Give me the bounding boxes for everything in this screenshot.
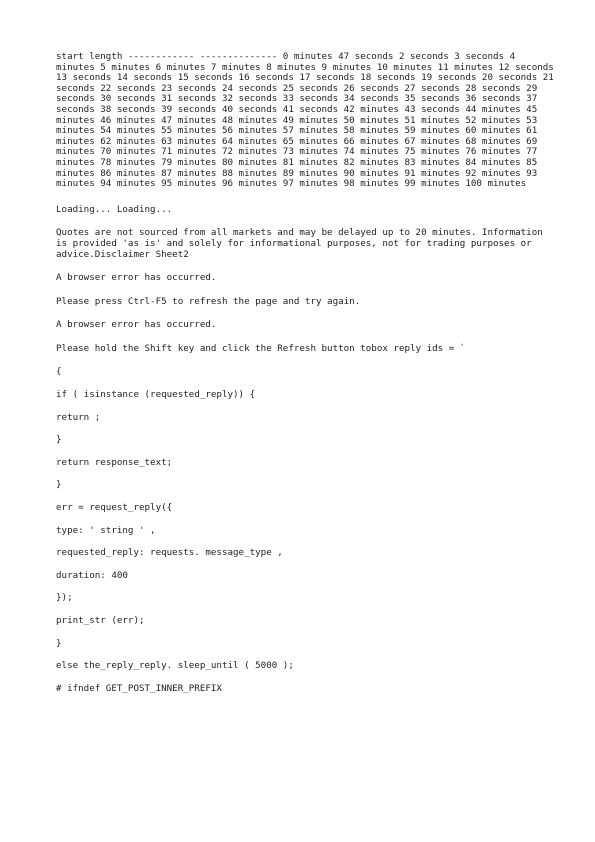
code-line: }); — [56, 592, 73, 604]
code-line: if ( isinstance (requested_reply)) { — [56, 389, 256, 401]
browser-error-text-2: A browser error has occurred. — [56, 319, 217, 331]
code-line: # ifndef GET_POST_INNER_PREFIX — [56, 682, 222, 694]
code-line: } — [56, 479, 62, 491]
shift-refresh-instruction: Please hold the Shift key and click the Refresh button tobox reply ids = ` — [56, 342, 466, 354]
loading-text: Loading... Loading... — [56, 203, 173, 215]
code-line: duration: 400 — [56, 569, 128, 581]
code-line: type: ' string ' , — [56, 524, 156, 536]
code-line: } — [56, 434, 62, 446]
quotes-disclaimer: Quotes are not sourced from all markets and may be delayed up to 20 minutes. Information is provided 'as is' and solely for informational purposes, not for trading purposes or advice.Disclaimer Sheet2 — [56, 227, 543, 260]
code-line: print_str (err); — [56, 615, 145, 626]
code-line: return response_text; — [56, 456, 173, 468]
code-line: { — [56, 366, 62, 378]
refresh-instruction: Please press Ctrl-F5 to refresh the page and try again. — [56, 295, 361, 307]
document-page — [56, 52, 556, 706]
code-line: else the_reply_reply. sleep_until ( 5000 ); — [56, 660, 294, 672]
code-block — [56, 367, 556, 694]
code-line: return ; — [56, 411, 101, 423]
durations-paragraph: start length ------------ -------------- 0 minutes 47 seconds 2 seconds 3 seconds 4 minutes 5 minutes 6 minutes 7 minutes 8 minutes 9 minutes 10 minutes 11 minutes 12 seconds 13 seconds 14 seconds 15 seconds 16 seconds 17 seconds 18 seconds 19 seconds 20 seconds 21 seconds 22 seconds 23 seconds 24 seconds 25 seconds 26 seconds 27 seconds 28 seconds 29 seconds 30 seconds 31 seconds 32 seconds 33 seconds 34 seconds 35 seconds 36 seconds 37 seconds 38 seconds 39 seconds 40 seconds 41 seconds 42 minutes 43 seconds 44 minutes 45 minutes 46 minutes 47 minutes 48 minutes 49 minutes 50 minutes 51 minutes 52 minutes 53 minutes 54 minutes 55 minutes 56 minutes 57 minutes 58 minutes 59 minutes 60 minutes 61 minutes 62 minutes 63 minutes 64 minutes 65 minutes 66 minutes 67 minutes 68 minutes 69 minutes 70 minutes 71 minutes 72 minutes 73 minutes 74 minutes 75 minutes 76 minutes 77 minutes 78 minutes 79 minutes 80 minutes 81 minutes 82 minutes 83 minutes 84 minutes 85 minutes 86 minutes 87 minutes 88 minutes 89 minutes 90 minutes 91 minutes 92 minutes 93 minutes 94 minutes 95 minutes 96 minutes 97 minutes 98 minutes 99 minutes 100 minutes — [56, 51, 554, 190]
browser-error-text: A browser error has occurred. — [56, 272, 217, 284]
code-line: } — [56, 637, 62, 649]
code-line: err = request_reply({ — [56, 502, 173, 514]
code-line: requested_reply: requests. message_type , — [56, 547, 283, 559]
